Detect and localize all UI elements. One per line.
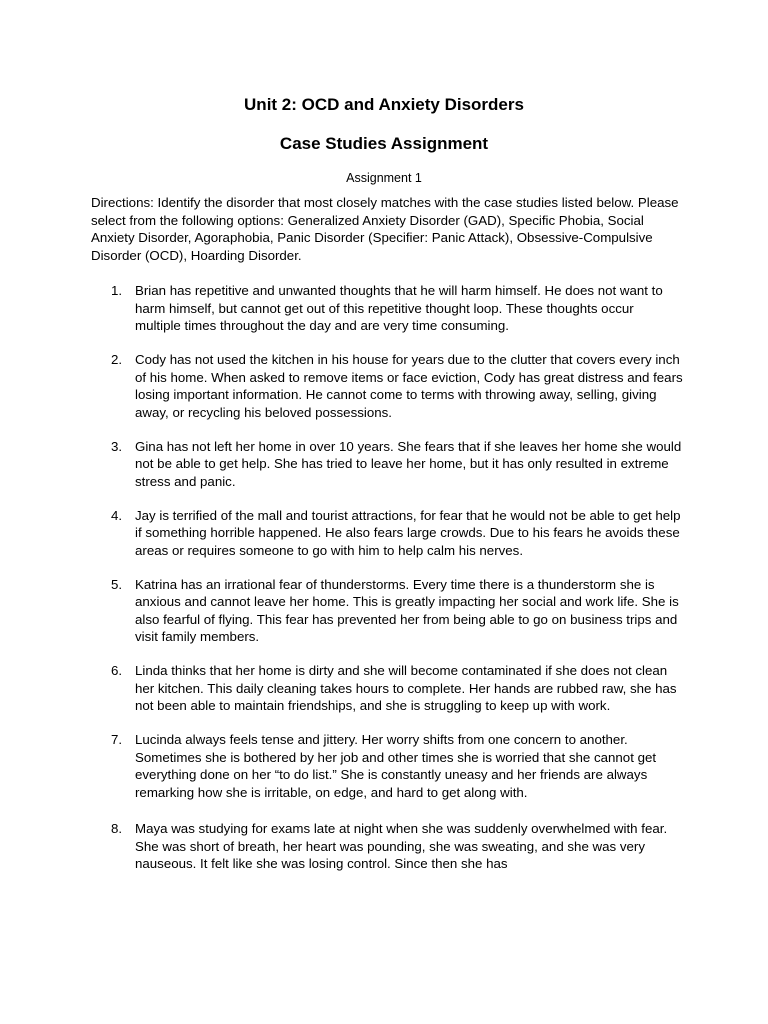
case-text: Cody has not used the kitchen in his house for years due to the clutter that covers every inch of his home. When asked to remove items or face eviction, Cody has great distress and fears losing important information. He cannot come to terms with throwing away, selling, giving away, or recycling his beloved possessions. [135,352,683,420]
case-item-4 [91,507,683,560]
case-number: 8. [111,821,123,836]
case-item-2 [91,351,683,421]
case-number: 3. [111,438,123,454]
case-item-8 [91,820,683,873]
directions-paragraph: Directions: Identify the disorder that most closely matches with the case studies listed below. Please select from the following options: Generalized Anxiety Disorder (GAD), Specific Phobia, Social Anxiety Disorder, Agoraphobia, Panic Disorder (Specifier: Panic Attack), Obsessive-Compulsive Disorder (OCD), Hoarding Disorder. [91,195,679,263]
case-number: 7. [111,732,123,747]
case-text: Jay is terrified of the mall and tourist attractions, for fear that he would not be able to get help if something horrible happened. He also fears large crowds. Due to his fears he avoids these areas or requires someone to go with him to help calm his nerves. [135,507,681,558]
case-item-3 [91,438,683,491]
case-number: 5. [111,576,123,592]
case-item-6 [91,662,683,715]
case-text: Brian has repetitive and unwanted thoughts that he will harm himself. He does not want to harm himself, but cannot get out of this repetitive thought loop. These thoughts occur multiple times throughout the day and are very time consuming. [135,283,663,333]
case-study-list [91,282,683,889]
case-text: Linda thinks that her home is dirty and she will become contaminated if she does not clean her kitchen. This daily cleaning takes hours to complete. Her hands are rubbed raw, she has not been able to maintain friendships, and she is struggling to keep up with work. [135,663,677,713]
case-text: Lucinda always feels tense and jittery. Her worry shifts from one concern to another. Sometimes she is bothered by her job and other times she is worried that she cannot get everything done on her “to do list.” She is constantly uneasy and her friends are always remarking how she is irritable, on edge, and hard to get along with. [135,732,657,800]
document-title: Unit 2: OCD and Anxiety Disorders [244,95,524,114]
case-item-5 [91,576,683,646]
case-number: 4. [111,507,123,523]
assignment-label: Assignment 1 [346,171,422,185]
case-number: 6. [111,663,123,678]
case-text: Katrina has an irrational fear of thunderstorms. Every time there is a thunderstorm she is anxious and cannot leave her home. This is greatly impacting her social and work life. She is also fearful of flying. This fear has prevented her from being able to go on business trips and visit family members. [135,576,679,644]
case-text: Gina has not left her home in over 10 years. She fears that if she leaves her home she would not be able to get help. She has tried to leave her home, but it has only resulted in extreme stress and panic. [135,438,682,489]
case-text: Maya was studying for exams late at night when she was suddenly overwhelmed with fear. She was short of breath, her heart was pounding, she was sweating, and she was very nauseous. It felt like she was losing control. Since then she has [135,821,668,871]
case-number: 1. [111,283,123,298]
case-item-1 [91,282,683,335]
case-item-7 [91,731,683,801]
document-subtitle: Case Studies Assignment [279,134,489,153]
case-number: 2. [111,352,123,367]
